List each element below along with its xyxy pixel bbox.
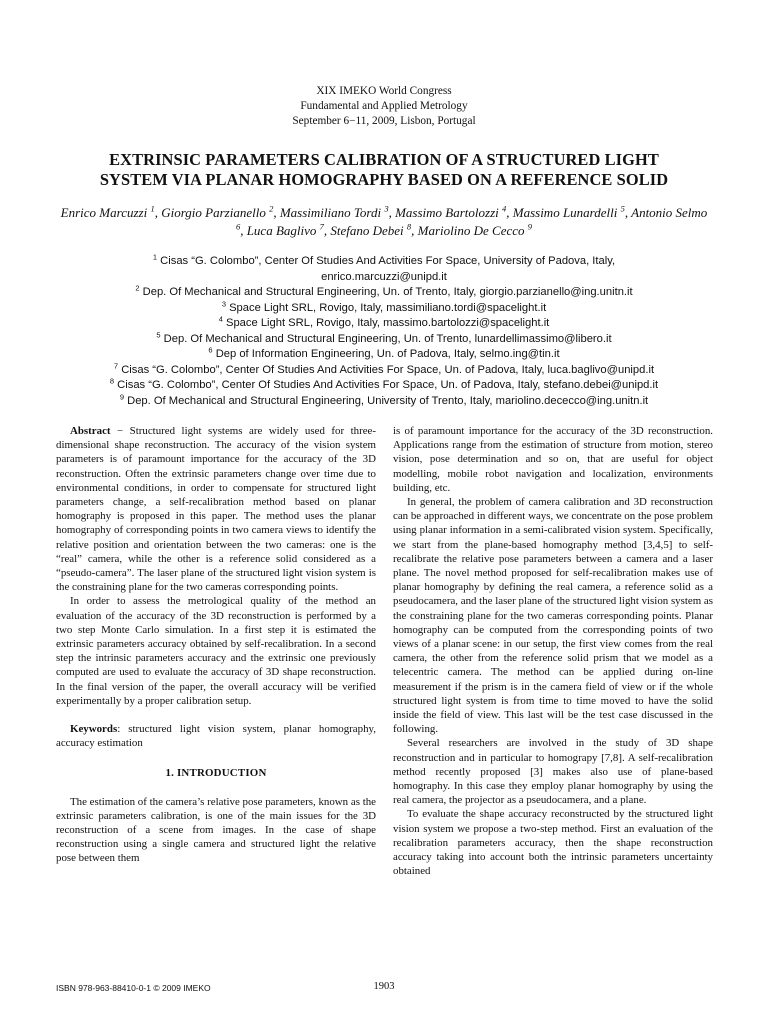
affiliation-list: [30, 254, 738, 409]
abstract-paragraph: Abstract − Structured light systems are widely used for three-dimensional shape reconstruction. The accuracy of the vision system parameters is of paramount importance for the accuracy of the 3D reconstruction. Often the extrinsic parameters change over time due to environmental conditions, in order to compensate for structured light parameters change, a self-recalibration method based on planar homography is proposed in this paper. The method uses the planar homography of corresponding points in two camera views to identify the relative position and orientation between the two cameras: one is the “real” camera, while the other is a reference solid considered as a “pseudo-camera”. The laser plane of the structured light vision system is the constraining plane for the two cameras corresponding points.: [56, 425, 376, 594]
paper-title: [40, 150, 728, 190]
affiliation: $^5$ Dep. Of Mechanical and Structural Engineering, Un. of Trento, lunardellimassimo@libero.it: [156, 329, 612, 345]
isbn-footer: ISBN 978-963-88410-0-1 © 2009 IMEKO: [56, 983, 211, 993]
keywords-label: Keywords: [70, 723, 118, 736]
author: Massimo Lunardelli $^5$,: [512, 203, 632, 220]
section-heading: 1. INTRODUCTION: [165, 767, 267, 780]
author-list: [56, 204, 712, 240]
affiliation: $^1$ Cisas “G. Colombo”, Center Of Studies And Activities For Space, University of Padova, Italy,: [152, 252, 616, 267]
author: Giorgio Parzianello $^2$,: [161, 203, 280, 220]
conference-subtitle: Fundamental and Applied Metrology: [300, 100, 468, 112]
body-paragraph: The estimation of the camera’s relative pose parameters, known as the extrinsic parameters calibration, is one of the main issues for the 3D reconstruction of a scene from images. In the case of shape reconstruction using a single camera and structured light the relative pose between them: [56, 795, 376, 865]
affiliation: $^9$ Dep. Of Mechanical and Structural Engineering, University of Trento, Italy, mariolino.dececco@ing.unitn.it: [119, 391, 649, 407]
body-paragraph: Several researchers are involved in the study of 3D shape reconstruction and in particular to homograpy [7,8]. A self-recalibration method recently proposed [3] makes also use of plane-based homography. In this case they employ planar homography by using the real camera, the projector as a pseudocamera, and a plane.: [393, 737, 713, 807]
author: Massimiliano Tordi $^3$,: [279, 203, 396, 220]
author: Massimo Bartolozzi $^4$,: [395, 203, 513, 220]
abstract-paragraph: In order to assess the metrological quality of the method an evaluation of the accuracy of the 3D reconstruction is performed by a two step Monte Carlo simulation. In a first step it is estimated the extrinsic parameters accuracy obtained by self-recalibration. In a second step the intrinsic parameters accuracy and the extrinsic one previously computed are used to evaluate the accuracy of 3D shape reconstruction. In the final version of the paper, the overall accuracy will be verified experimentally by a proper calibration setup.: [56, 595, 376, 707]
author: Stefano Debei $^8$,: [330, 221, 418, 238]
abstract-label: Abstract: [70, 425, 111, 437]
conference-header: [0, 84, 768, 129]
affiliation: enrico.marcuzzi@unipd.it: [321, 270, 447, 283]
author: Mariolino De Cecco $^9$: [417, 221, 533, 238]
author: Antonio Selmo $^6$,: [235, 205, 708, 238]
body-paragraph: In general, the problem of camera calibration and 3D reconstruction can be approached in different ways, we concentrate on the pose problem using planar information in a semi-calibrated vision system. Specifically, we start from the plane-based homography method [3,4,5] to self-recalibrate the relative pose parameters between a camera and a laser plane. The novel method proposed for self-recalibration makes use of planar homography by defining the real camera, a reference solid as a pseudocamera, and the laser plane of the structured light vision system as the constraining plane for the two cameras corresponding points. Planar homography can be computed from the corresponding points of two views of a planar scene: in our setup, the first view comes from the real camera, the other from the reference solid prism that we model as a telecentric camera. The method can be applied during on-line measurement if the prism is in the camera field of view or if the whole structured light system is from time to time moved to have the solid inside the field of view. This last will be the test case discussed in the following.: [393, 496, 713, 736]
affiliation: $^8$ Cisas “G. Colombo”, Center Of Studies And Activities For Space, Un. of Padova, Italy, stefano.debei@unipd.it: [109, 376, 659, 391]
conference-name: XIX IMEKO World Congress: [316, 85, 452, 97]
body-paragraph: is of paramount importance for the accuracy of the 3D reconstruction. Applications range from the estimation of structure from motion, stereo vision, pose determination and so on, that are useful for object modelling, mobile robot navigation and localization, environments building, etc.: [393, 425, 713, 494]
page-number: 1903: [373, 981, 395, 992]
affiliation: $^2$ Dep. Of Mechanical and Structural Engineering, Un. of Trento, Italy, giorgio.parzianello@ing.unitn.it: [135, 283, 633, 298]
body-paragraph: To evaluate the shape accuracy reconstructed by the structured light vision system we propose a two-step method. First an evaluation of the recalibration parameters accuracy, then the shape reconstruction accuracy taking into account both the intrinsic parameters uncertainty obtained: [393, 808, 713, 878]
affiliation: $^7$ Cisas “G. Colombo”, Center Of Studies And Activities For Space, Un. of Padova, Italy, luca.baglivo@unipd.it: [113, 360, 655, 376]
affiliation: $^3$ Space Light SRL, Rovigo, Italy, massimiliano.tordi@spacelight.it: [221, 298, 547, 314]
right-column: [393, 424, 713, 879]
author: Enrico Marcuzzi $^1$,: [60, 203, 162, 220]
paper-title-line-2: SYSTEM VIA PLANAR HOMOGRAPHY BASED ON A REFERENCE SOLID: [99, 170, 669, 189]
conference-date-location: September 6−11, 2009, Lisbon, Portugal: [292, 115, 476, 127]
affiliation: $^6$ Dep of Information Engineering, Un. of Padova, Italy, selmo.ing@tin.it: [208, 345, 560, 360]
paper-title-line-1: EXTRINSIC PARAMETERS CALIBRATION OF A STRUCTURED LIGHT: [109, 150, 659, 169]
author: Luca Baglivo $^7$,: [246, 221, 331, 238]
left-column: [56, 424, 376, 866]
affiliation: $^4$ Space Light SRL, Rovigo, Italy, massimo.bartolozzi@spacelight.it: [218, 314, 550, 329]
keywords: Keywords: structured light vision system, planar homography, accuracy estimation: [56, 723, 376, 750]
